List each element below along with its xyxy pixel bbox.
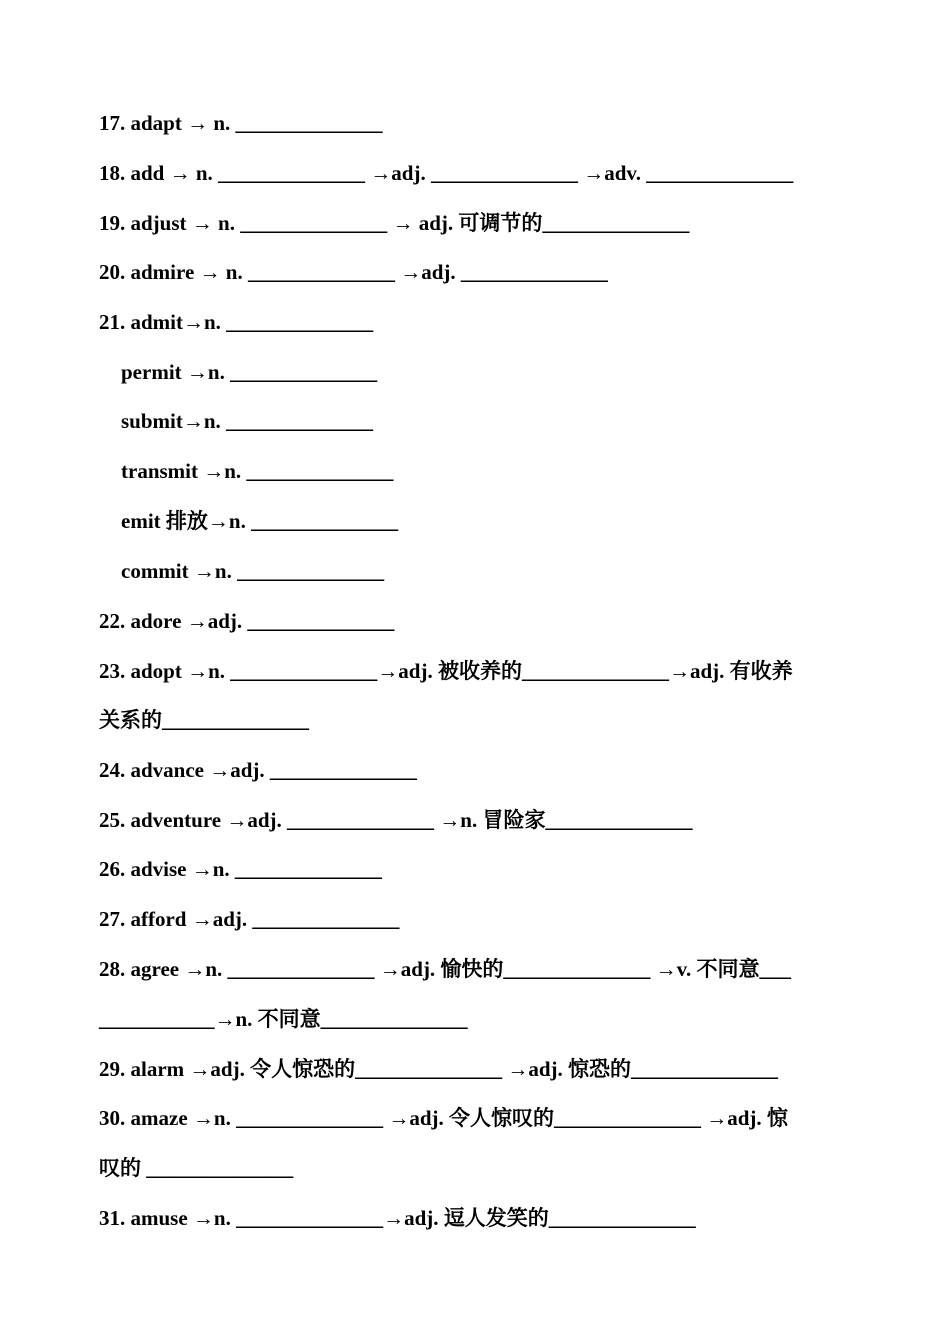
exercise-21-permit: permit →n. ______________ (121, 360, 378, 384)
exercise-21-submit: submit→n. ______________ (121, 409, 374, 433)
exercise-28-agree-continued: ___________→n. 不同意______________ (99, 1007, 468, 1031)
exercise-22-adore: 22. adore →adj. ______________ (99, 609, 395, 633)
exercise-28-agree: 28. agree →n. ______________ →adj. 愉快的______________ →v. 不同意___ (99, 957, 792, 981)
exercise-26-advise: 26. advise →n. ______________ (99, 857, 382, 881)
exercise-17-adapt: 17. adapt → n. ______________ (99, 111, 383, 135)
exercise-21-commit: commit →n. ______________ (121, 559, 385, 583)
exercise-20-admire: 20. admire → n. ______________ →adj. ______________ (99, 260, 608, 284)
exercise-18-add: 18. add → n. ______________ →adj. ______________ →adv. ______________ (99, 161, 794, 185)
exercise-25-adventure: 25. adventure →adj. ______________ →n. 冒险家______________ (99, 808, 693, 832)
exercise-29-alarm: 29. alarm →adj. 令人惊恐的______________ →adj. 惊恐的______________ (99, 1057, 778, 1081)
exercise-30-amaze-continued: 叹的 ______________ (99, 1156, 294, 1180)
exercise-19-adjust: 19. adjust → n. ______________ → adj. 可调节的______________ (99, 211, 690, 235)
exercise-30-amaze: 30. amaze →n. ______________ →adj. 令人惊叹的______________ →adj. 惊 (99, 1106, 788, 1130)
exercise-27-afford: 27. afford →adj. ______________ (99, 907, 400, 931)
exercise-21-transmit: transmit →n. ______________ (121, 459, 394, 483)
exercise-23-adopt-continued: 关系的______________ (99, 708, 309, 732)
exercise-21-admit: 21. admit→n. ______________ (99, 310, 374, 334)
exercise-23-adopt: 23. adopt →n. ______________→adj. 被收养的______________→adj. 有收养 (99, 659, 793, 683)
exercise-31-amuse: 31. amuse →n. ______________→adj. 逗人发笑的______________ (99, 1206, 696, 1230)
exercise-21-emit: emit 排放→n. ______________ (121, 509, 399, 533)
exercise-24-advance: 24. advance →adj. ______________ (99, 758, 417, 782)
